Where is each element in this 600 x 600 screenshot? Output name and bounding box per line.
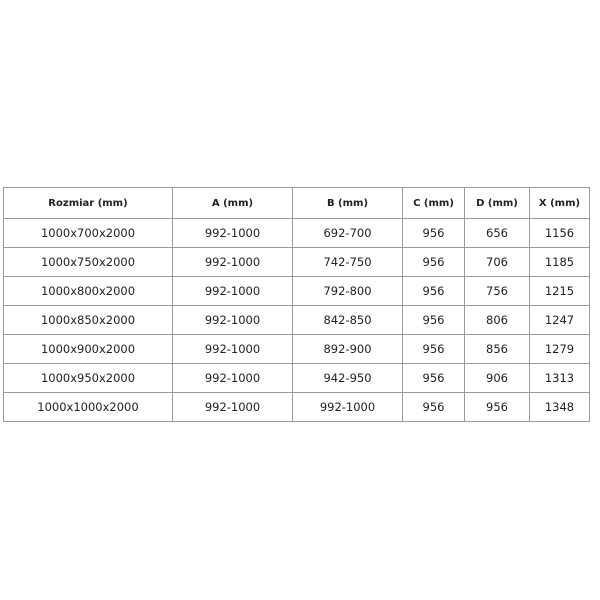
table-row [4,277,590,306]
cell-b: 892-900 [293,335,403,364]
cell-size: 1000x1000x2000 [4,393,173,422]
cell-size: 1000x950x2000 [4,364,173,393]
cell-c: 956 [403,335,465,364]
cell-x: 1279 [530,335,590,364]
cell-b: 792-800 [293,277,403,306]
table-row [4,364,590,393]
cell-x: 1313 [530,364,590,393]
cell-d: 656 [465,219,530,248]
table-header-row [4,188,590,219]
cell-c: 956 [403,219,465,248]
cell-d: 806 [465,306,530,335]
cell-x: 1247 [530,306,590,335]
cell-a: 992-1000 [173,219,293,248]
header-x: X (mm) [530,188,590,219]
cell-b: 992-1000 [293,393,403,422]
dimensions-table [3,187,590,422]
cell-a: 992-1000 [173,306,293,335]
cell-a: 992-1000 [173,364,293,393]
cell-x: 1185 [530,248,590,277]
cell-size: 1000x850x2000 [4,306,173,335]
cell-a: 992-1000 [173,248,293,277]
cell-c: 956 [403,277,465,306]
cell-size: 1000x750x2000 [4,248,173,277]
cell-x: 1156 [530,219,590,248]
cell-a: 992-1000 [173,335,293,364]
header-c: C (mm) [403,188,465,219]
header-b: B (mm) [293,188,403,219]
cell-size: 1000x700x2000 [4,219,173,248]
header-size: Rozmiar (mm) [4,188,173,219]
cell-b: 942-950 [293,364,403,393]
table-row [4,393,590,422]
cell-b: 742-750 [293,248,403,277]
cell-size: 1000x900x2000 [4,335,173,364]
cell-d: 706 [465,248,530,277]
cell-x: 1348 [530,393,590,422]
cell-b: 842-850 [293,306,403,335]
header-d: D (mm) [465,188,530,219]
header-a: A (mm) [173,188,293,219]
cell-a: 992-1000 [173,277,293,306]
cell-size: 1000x800x2000 [4,277,173,306]
cell-c: 956 [403,393,465,422]
cell-d: 756 [465,277,530,306]
table-row [4,335,590,364]
cell-d: 856 [465,335,530,364]
cell-b: 692-700 [293,219,403,248]
cell-c: 956 [403,364,465,393]
cell-a: 992-1000 [173,393,293,422]
cell-x: 1215 [530,277,590,306]
table-row [4,306,590,335]
cell-c: 956 [403,306,465,335]
cell-d: 906 [465,364,530,393]
table-row [4,248,590,277]
cell-d: 956 [465,393,530,422]
table-row [4,219,590,248]
cell-c: 956 [403,248,465,277]
